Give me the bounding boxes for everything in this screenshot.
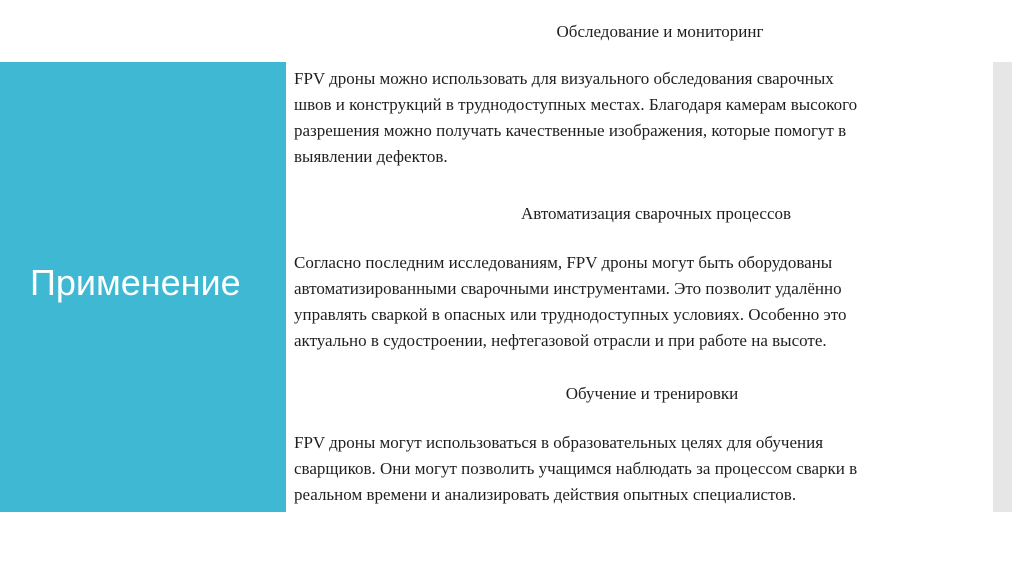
paragraph-training bbox=[294, 430, 994, 508]
paragraph-line: Согласно последним исследованиям, FPV дроны могут быть оборудованы bbox=[294, 253, 833, 272]
paragraph-line: актуально в судостроении, нефтегазовой отрасли и при работе на высоте. bbox=[294, 331, 827, 350]
paragraph-line: FPV дроны можно использовать для визуального обследования сварочных bbox=[294, 69, 834, 88]
scrollbar[interactable] bbox=[993, 62, 1012, 512]
paragraph-line: сварщиков. Они могут позволить учащимся наблюдать за процессом сварки в bbox=[294, 459, 858, 478]
paragraph-line: управлять сваркой в опасных или труднодоступных условиях. Особенно это bbox=[294, 305, 847, 324]
heading-inspection: Обследование и мониторинг bbox=[556, 22, 764, 41]
paragraph-line: автоматизированными сварочными инструментами. Это позволит удалённо bbox=[294, 279, 842, 298]
heading-automation: Автоматизация сварочных процессов bbox=[520, 204, 792, 223]
paragraph-line: выявлении дефектов. bbox=[294, 147, 448, 166]
paragraph-inspection bbox=[294, 66, 994, 170]
paragraph-line: швов и конструкций в труднодоступных местах. Благодаря камерам высокого bbox=[294, 95, 858, 114]
section-title: Применение bbox=[30, 262, 241, 303]
paragraph-line: FPV дроны могут использоваться в образовательных целях для обучения bbox=[294, 433, 824, 452]
paragraph-automation bbox=[294, 250, 994, 354]
paragraph-line: разрешения можно получать качественные изображения, которые помогут в bbox=[294, 121, 847, 140]
paragraph-line: реальном времени и анализировать действия опытных специалистов. bbox=[294, 485, 797, 504]
heading-training: Обучение и тренировки bbox=[565, 384, 739, 403]
